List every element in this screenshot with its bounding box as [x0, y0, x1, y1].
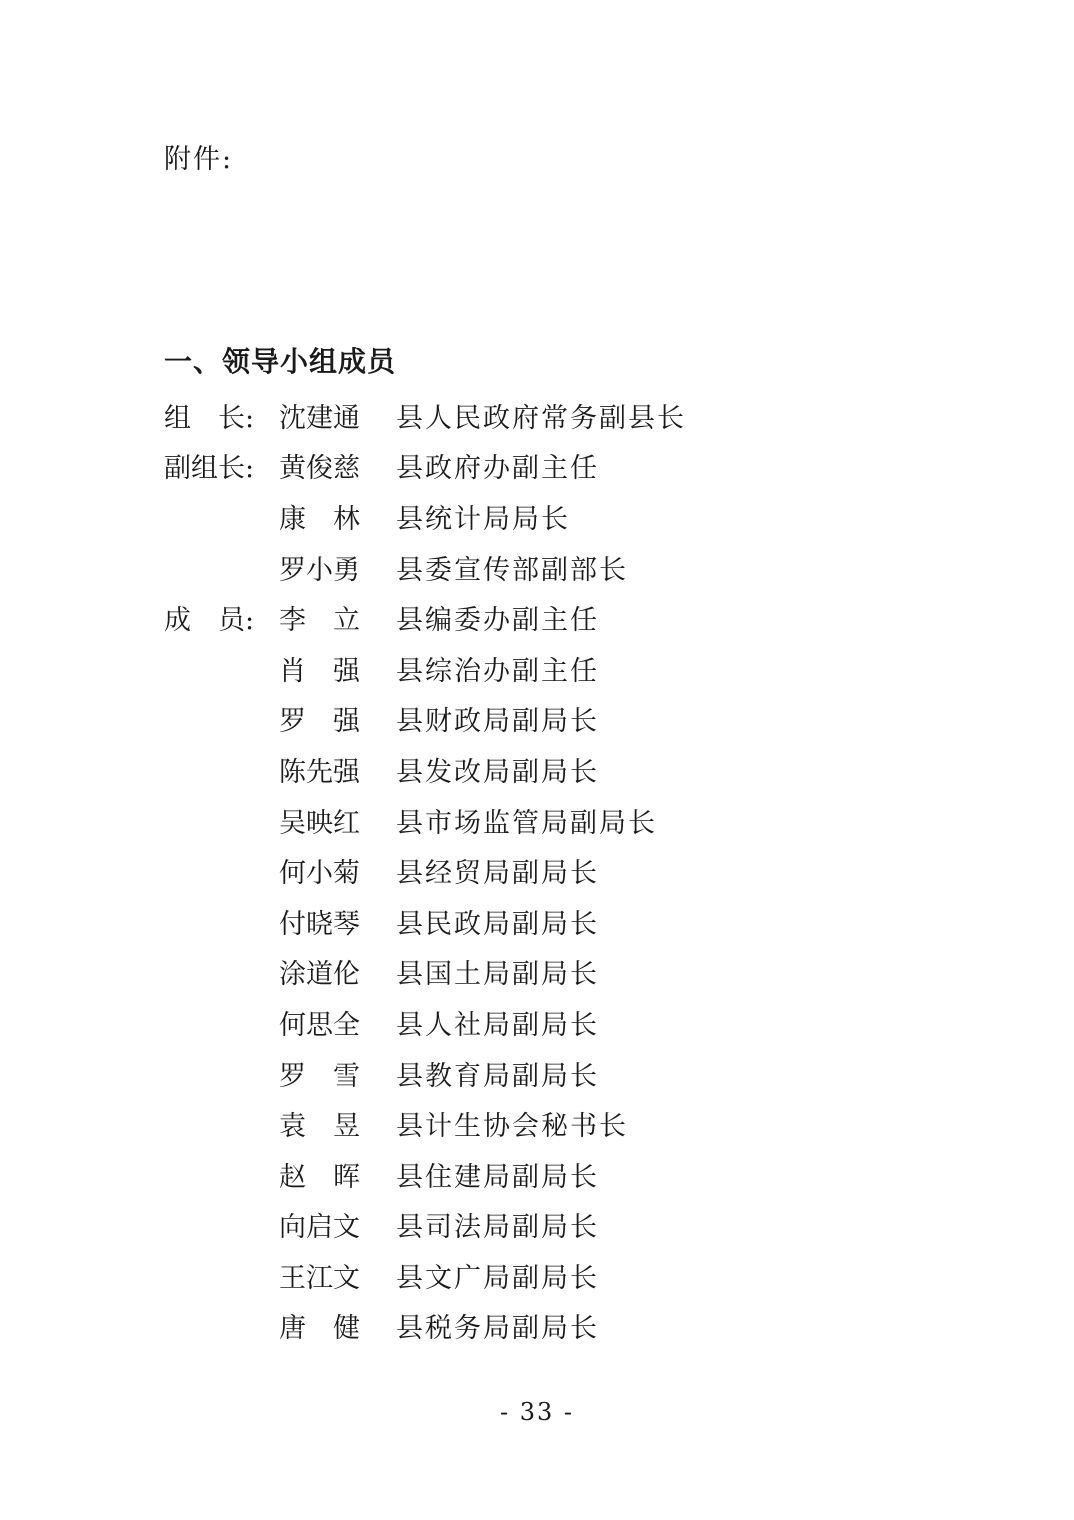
- member-name: 付晓琴: [279, 908, 360, 940]
- member-name: 李 立: [279, 605, 360, 637]
- member-title: 县财政局副局长: [396, 706, 599, 738]
- member-name: 赵 晖: [279, 1161, 360, 1193]
- roster-row: [164, 441, 924, 492]
- member-title: 县政府办副主任: [396, 453, 599, 485]
- roster-row: [164, 694, 924, 745]
- roster-row: [164, 997, 924, 1048]
- member-title: 县委宣传部副部长: [396, 554, 628, 586]
- member-name: 罗 雪: [279, 1060, 360, 1092]
- member-name: 何思全: [279, 1009, 360, 1041]
- role-label: 组 长:: [164, 402, 255, 434]
- roster-row: [164, 1301, 924, 1352]
- roster-row: [164, 390, 924, 441]
- member-name: 唐 健: [279, 1313, 360, 1345]
- attachment-label: 附件:: [164, 144, 234, 175]
- member-name: 陈先强: [279, 756, 360, 788]
- member-title: 县经贸局副局长: [396, 858, 599, 890]
- member-name: 黄俊慈: [279, 453, 360, 485]
- member-name: 沈建通: [279, 402, 360, 434]
- page-number: - 33 -: [499, 1398, 574, 1426]
- roster-row: [164, 1149, 924, 1200]
- member-title: 县税务局副局长: [396, 1313, 599, 1345]
- member-title: 县人社局副局长: [396, 1009, 599, 1041]
- roster-row: [164, 1250, 924, 1301]
- roster-row: [164, 592, 924, 643]
- member-title: 县民政局副局长: [396, 908, 599, 940]
- member-title: 县住建局副局长: [396, 1161, 599, 1193]
- member-title: 县统计局局长: [396, 503, 570, 535]
- member-title: 县发改局副局长: [396, 756, 599, 788]
- member-title: 县人民政府常务副县长: [396, 402, 686, 434]
- role-label: 成 员:: [164, 605, 255, 637]
- roster-row: [164, 1098, 924, 1149]
- roster-row: [164, 491, 924, 542]
- member-name: 王江文: [279, 1262, 360, 1294]
- section-title: 一、领导小组成员: [164, 345, 397, 378]
- member-name: 康 林: [279, 503, 360, 535]
- member-title: 县综治办副主任: [396, 655, 599, 687]
- roster-row: [164, 947, 924, 998]
- member-name: 涂道伦: [279, 959, 360, 991]
- member-name: 袁 昱: [279, 1111, 360, 1143]
- roster-row: [164, 542, 924, 593]
- member-title: 县计生协会秘书长: [396, 1111, 628, 1143]
- member-name: 罗 强: [279, 706, 360, 738]
- roster-row: [164, 643, 924, 694]
- member-name: 向启文: [279, 1212, 360, 1244]
- roster-row: [164, 1200, 924, 1251]
- member-title: 县市场监管局副局长: [396, 807, 657, 839]
- member-name: 罗小勇: [279, 554, 360, 586]
- member-title: 县编委办副主任: [396, 605, 599, 637]
- member-title: 县国土局副局长: [396, 959, 599, 991]
- member-name: 吴映红: [279, 807, 360, 839]
- roster-row: [164, 1048, 924, 1099]
- member-title: 县文广局副局长: [396, 1262, 599, 1294]
- role-label: 副组长:: [164, 453, 255, 485]
- member-roster: [164, 390, 924, 1351]
- roster-row: [164, 795, 924, 846]
- roster-row: [164, 896, 924, 947]
- member-name: 何小菊: [279, 858, 360, 890]
- member-title: 县教育局副局长: [396, 1060, 599, 1092]
- member-name: 肖 强: [279, 655, 360, 687]
- member-title: 县司法局副局长: [396, 1212, 599, 1244]
- roster-row: [164, 744, 924, 795]
- roster-row: [164, 845, 924, 896]
